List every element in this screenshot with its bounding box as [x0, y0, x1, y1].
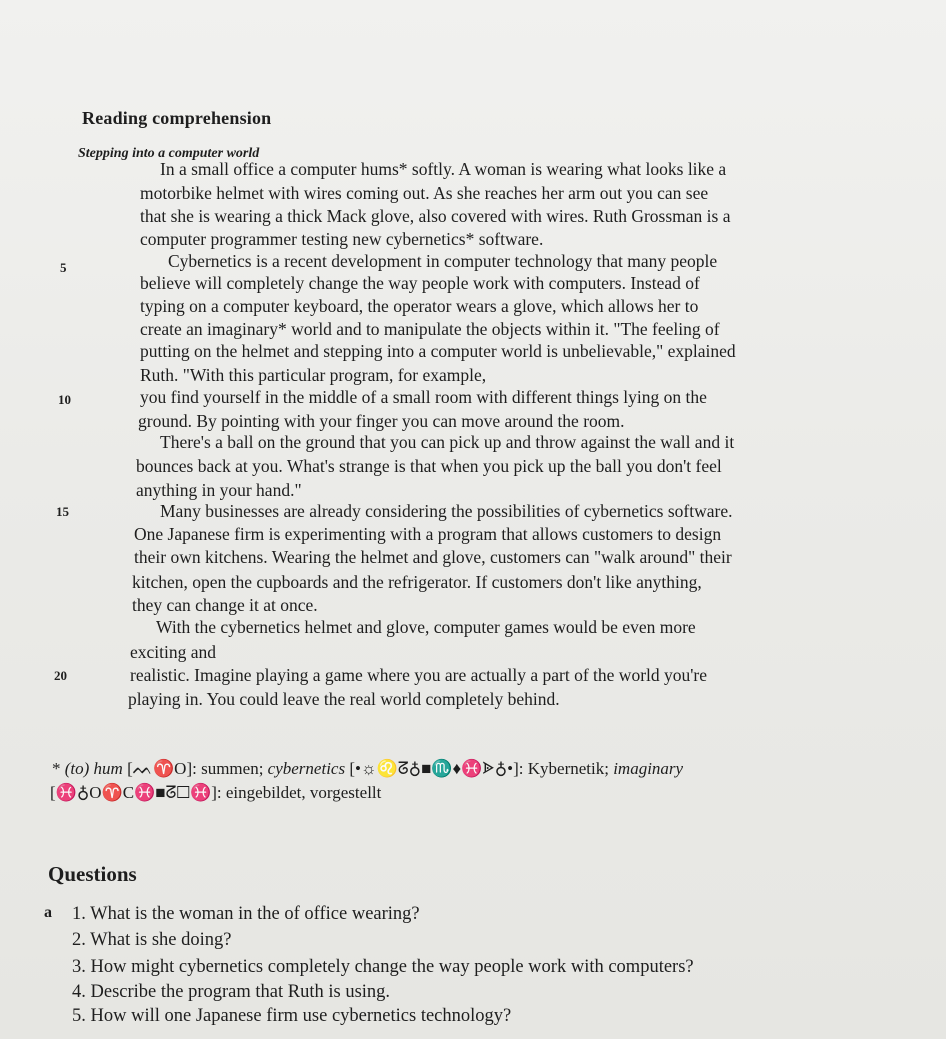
text-line: bounces back at you. What's strange is that when you pick up the ball you don't feel	[136, 456, 722, 476]
text-line: anything in your hand."	[136, 480, 302, 500]
footnote-line-1	[52, 758, 683, 780]
question-item: 3. How might cybernetics completely change the way people work with computers?	[72, 957, 694, 977]
text-line: create an imaginary* world and to manipulate the objects within it. "The feeling of	[140, 319, 720, 339]
text-line: In a small office a computer hums* softly. A woman is wearing what looks like a	[160, 159, 727, 179]
footnote-term: imaginary	[613, 759, 684, 778]
text-line: you find yourself in the middle of a small room with different things lying on the	[140, 387, 707, 407]
footnote-marker: *	[52, 759, 61, 778]
line-number: 5	[60, 260, 67, 275]
text-line: their own kitchens. Wearing the helmet and glove, customers can "walk around" their	[134, 547, 732, 567]
text-line: Many businesses are already considering the possibilities of cybernetics software.	[160, 501, 733, 521]
questions-heading: Questions	[48, 862, 137, 886]
text-line: playing in. You could leave the real world completely behind.	[128, 689, 560, 709]
text-line: motorbike helmet with wires coming out. As she reaches her arm out you can see	[140, 183, 709, 203]
question-item: 2. What is she doing?	[72, 930, 232, 950]
question-item: 4. Describe the program that Ruth is using.	[72, 982, 391, 1002]
text-line: they can change it at once.	[132, 595, 318, 615]
line-number: 20	[54, 668, 67, 683]
text-line: kitchen, open the cupboards and the refrigerator. If customers don't like anything,	[132, 572, 702, 592]
footnote-gloss: : Kybernetik;	[518, 759, 609, 778]
text-line: putting on the helmet and stepping into a computer world is unbelievable," explained	[140, 341, 736, 361]
footnote-phonetic: [•☼♌ᘔ♁■♏♦♓ᗎ♁•]	[349, 759, 519, 778]
text-line: There's a ball on the ground that you can pick up and throw against the wall and it	[160, 432, 735, 452]
text-line: Cybernetics is a recent development in computer technology that many people	[168, 251, 718, 271]
question-item: 5. How will one Japanese firm use cybernetics technology?	[72, 1006, 512, 1026]
footnote-gloss: : eingebildet, vorgestellt	[216, 783, 382, 802]
text-line: ground. By pointing with your finger you can move around the room.	[138, 411, 625, 431]
text-line: typing on a computer keyboard, the operator wears a glove, which allows her to	[140, 296, 699, 316]
footnote-phonetic: [♓♁O♈C♓■ᘔ☐♓]	[50, 783, 217, 802]
footnote-term: (to) hum	[64, 759, 123, 778]
text-line: Ruth. "With this particular program, for example,	[140, 365, 487, 385]
footnote-term: cybernetics	[267, 759, 346, 778]
text-line: One Japanese firm is experimenting with a program that allows customers to design	[134, 524, 722, 544]
line-number: 15	[56, 504, 69, 519]
article-title: Stepping into a computer world	[78, 146, 260, 161]
text-line: exciting and	[130, 642, 217, 662]
text-line: With the cybernetics helmet and glove, computer games would be even more	[156, 617, 696, 637]
question-item: 1. What is the woman in the of office wearing?	[72, 904, 420, 924]
text-line: believe will completely change the way people work with computers. Instead of	[140, 273, 700, 293]
page-title: Reading comprehension	[82, 108, 272, 128]
question-marker: a	[44, 904, 52, 921]
text-line: computer programmer testing new cybernetics* software.	[140, 229, 544, 249]
line-number: 10	[58, 392, 71, 407]
footnote-phonetic: [ᨓ♈O]	[127, 759, 193, 778]
footnote-line-2	[50, 782, 381, 804]
footnote-gloss: : summen;	[192, 759, 264, 778]
text-line: that she is wearing a thick Mack glove, also covered with wires. Ruth Grossman is a	[140, 206, 731, 226]
text-line: realistic. Imagine playing a game where you are actually a part of the world you're	[130, 665, 708, 685]
